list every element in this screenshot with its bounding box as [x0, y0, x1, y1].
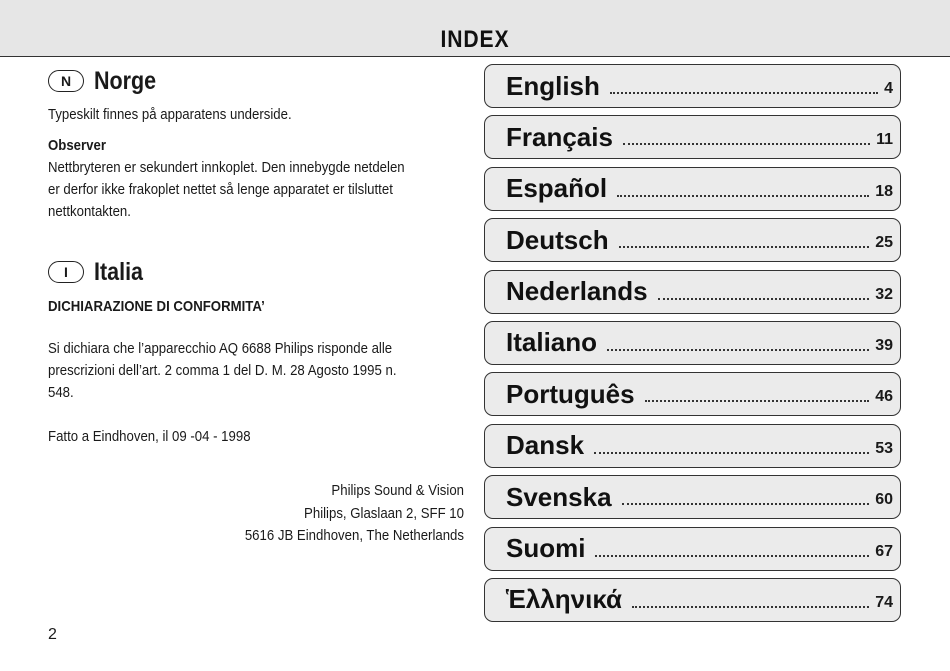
index-entry-page: 39 [875, 336, 893, 354]
dot-leader [623, 143, 870, 145]
index-entry-language: Dansk [506, 430, 585, 461]
dot-leader [610, 92, 878, 94]
index-entry-page: 18 [875, 182, 893, 200]
address-line: 5616 JB Eindhoven, The Netherlands [244, 527, 464, 544]
index-entry-francais[interactable] [484, 115, 901, 159]
index-entry-language: Deutsch [506, 224, 609, 255]
italia-signed-place-date: Fatto a Eindhoven, il 09 -04 - 1998 [48, 428, 251, 445]
index-entry-page: 4 [884, 80, 893, 97]
index-entry-language: Español [506, 173, 608, 204]
index-entry-page: 46 [875, 388, 893, 406]
index-entry-dansk[interactable] [484, 424, 901, 468]
country-badge-norge: N [48, 70, 84, 92]
header-bar [0, 0, 950, 57]
index-entry-greek[interactable] [484, 578, 901, 622]
address-line: Philips, Glaslaan 2, SFF 10 [304, 504, 464, 522]
italia-declaration-heading: DICHIARAZIONE DI CONFORMITA’ [48, 298, 265, 315]
italia-declaration-line: 548. [48, 384, 74, 401]
dot-leader [594, 452, 869, 454]
section-norge-heading [48, 66, 468, 96]
index-entry-language: Ἑλληνικά [506, 584, 622, 615]
index-entry-page: 32 [875, 285, 893, 303]
norge-observer-heading: Observer [48, 137, 106, 154]
dot-leader [617, 195, 869, 197]
company-address [48, 480, 464, 548]
italia-declaration-line: prescrizioni dell’art. 2 comma 1 del D. M. 28 Agosto 1995 n. [48, 362, 397, 379]
index-entry-language: English [506, 70, 600, 101]
dot-leader [658, 298, 870, 300]
index-entry-deutsch[interactable] [484, 218, 901, 262]
index-entry-portugues[interactable] [484, 372, 901, 416]
dot-leader [632, 606, 869, 608]
index-entry-language: Nederlands [506, 276, 648, 307]
index-entry-suomi[interactable] [484, 527, 901, 571]
index-entry-language: Suomi [506, 533, 586, 564]
address-line: Philips Sound & Vision [331, 482, 464, 499]
index-entry-italiano[interactable] [484, 321, 901, 365]
index-entry-page: 25 [875, 234, 893, 252]
index-entry-page: 11 [876, 131, 893, 149]
index-entry-nederlands[interactable] [484, 270, 901, 314]
index-entry-page: 74 [875, 593, 893, 611]
section-title-italia: Italia [94, 257, 144, 286]
index-entry-language: Svenska [506, 481, 612, 512]
italia-declaration-line: Si dichiara che l’apparecchio AQ 6688 Philips risponde alle [48, 340, 393, 357]
index-entry-page: 60 [875, 491, 893, 509]
index-entry-language: Italiano [506, 327, 598, 358]
index-entry-page: 53 [875, 439, 893, 457]
dot-leader [645, 400, 870, 402]
section-title-norge: Norge [94, 66, 157, 95]
norge-observer-line: nettkontakten. [48, 203, 131, 220]
index-entry-svenska[interactable] [484, 475, 901, 519]
index-entry-page: 67 [875, 542, 893, 560]
page-number: 2 [48, 626, 57, 643]
norge-observer-line: Nettbryteren er sekundert innkoplet. Den innebygde netdelen [48, 159, 405, 176]
dot-leader [619, 246, 870, 248]
page-title: INDEX [440, 26, 510, 53]
left-column [48, 66, 468, 448]
country-badge-italia: I [48, 261, 84, 283]
index-entry-english[interactable] [484, 64, 901, 108]
dot-leader [607, 349, 869, 351]
section-italia-heading [48, 257, 468, 287]
norge-typeplate-text: Typeskilt finnes på apparatens underside. [48, 106, 292, 123]
norge-observer-line: er derfor ikke frakoplet nettet så lenge apparatet er tilsluttet [48, 181, 393, 198]
index-entry-espanol[interactable] [484, 167, 901, 211]
dot-leader [595, 555, 869, 557]
index-entry-language: Português [506, 378, 635, 409]
dot-leader [622, 503, 870, 505]
index-entry-language: Français [506, 121, 613, 152]
language-index [484, 64, 901, 629]
